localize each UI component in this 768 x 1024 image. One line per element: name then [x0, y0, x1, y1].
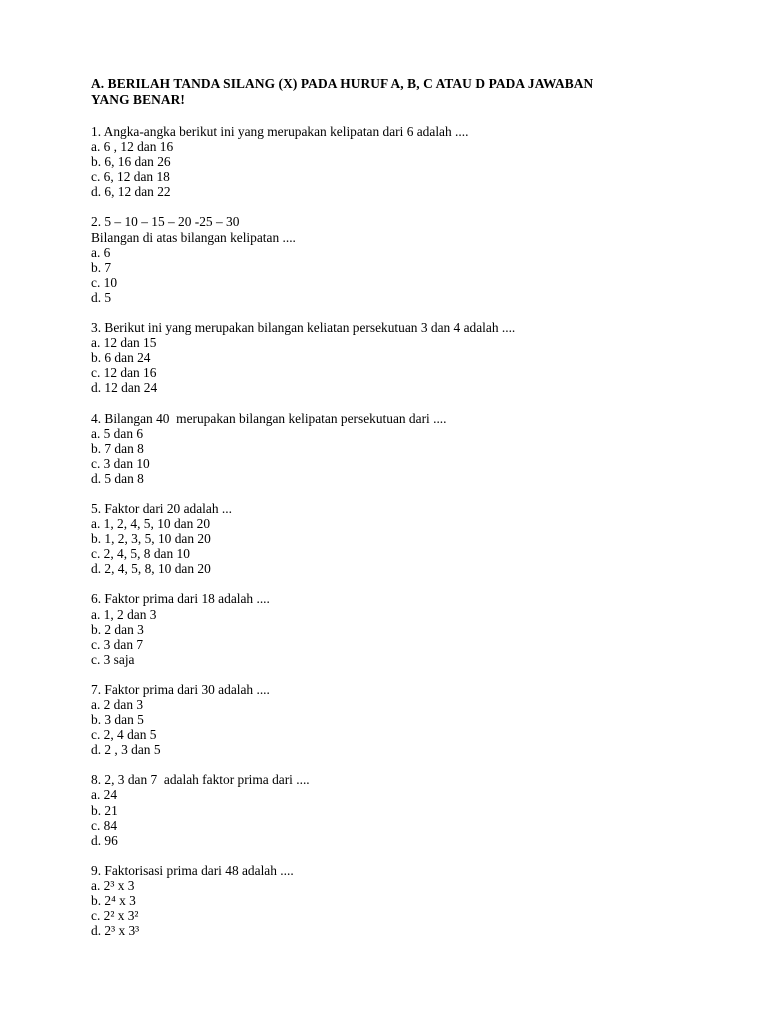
question-5: [91, 501, 731, 576]
question-4: [91, 411, 731, 486]
question-text: 3. Berikut ini yang merupakan bilangan keliatan persekutuan 3 dan 4 adalah ....: [91, 320, 516, 336]
answer-option: a. 12 dan 15: [91, 335, 157, 351]
answer-option: d. 5: [91, 289, 112, 305]
answer-option: c. 3 saja: [91, 651, 135, 667]
answer-option: b. 1, 2, 3, 5, 10 dan 20: [91, 531, 211, 547]
instruction-heading-line-1: A. BERILAH TANDA SILANG (X) PADA HURUF A, B, C ATAU D PADA JAWABAN: [91, 76, 594, 91]
answer-option: d. 12 dan 24: [91, 380, 158, 396]
question-9: [91, 863, 731, 938]
answer-option: d. 2 , 3 dan 5: [91, 742, 161, 758]
answer-option: c. 3 dan 7: [91, 636, 144, 652]
answer-option: b. 3 dan 5: [91, 712, 144, 728]
answer-option: b. 7 dan 8: [91, 440, 144, 456]
answer-option: b. 6 dan 24: [91, 350, 151, 366]
question-text: 7. Faktor prima dari 30 adalah ....: [91, 681, 270, 697]
question-1: [91, 124, 731, 199]
question-text: 9. Faktorisasi prima dari 48 adalah ....: [91, 862, 294, 878]
instruction-heading: [91, 76, 731, 108]
answer-option: c. 2, 4 dan 5: [91, 727, 157, 743]
answer-option: c. 84: [91, 817, 118, 833]
answer-option: c. 10: [91, 274, 118, 290]
answer-option: c. 2² x 3²: [91, 908, 139, 924]
answer-option: a. 6 , 12 dan 16: [91, 139, 174, 155]
question-list: [91, 124, 731, 938]
worksheet-page: [91, 76, 731, 953]
answer-option: c. 6, 12 dan 18: [91, 169, 170, 185]
answer-option: a. 1, 2 dan 3: [91, 606, 157, 622]
question-text: 4. Bilangan 40 merupakan bilangan kelipatan persekutuan dari ....: [91, 410, 447, 426]
answer-option: b. 2⁴ x 3: [91, 893, 136, 909]
answer-option: c. 12 dan 16: [91, 365, 157, 381]
answer-option: b. 6, 16 dan 26: [91, 154, 171, 170]
answer-option: c. 2, 4, 5, 8 dan 10: [91, 546, 190, 562]
answer-option: d. 5 dan 8: [91, 470, 144, 486]
question-8: [91, 772, 731, 847]
instruction-heading-line-2: YANG BENAR!: [91, 92, 185, 107]
question-7: [91, 682, 731, 757]
answer-option: a. 24: [91, 787, 118, 803]
answer-option: b. 21: [91, 802, 118, 818]
question-text: 6. Faktor prima dari 18 adalah ....: [91, 591, 270, 607]
question-6: [91, 591, 731, 666]
question-2: [91, 214, 731, 305]
answer-option: a. 6: [91, 244, 111, 260]
question-text: 1. Angka-angka berikut ini yang merupakan kelipatan dari 6 adalah ....: [91, 124, 469, 139]
answer-option: b. 7: [91, 259, 112, 275]
answer-option: c. 3 dan 10: [91, 455, 150, 471]
answer-option: d. 2, 4, 5, 8, 10 dan 20: [91, 561, 211, 577]
answer-option: a. 2³ x 3: [91, 877, 135, 893]
answer-option: d. 96: [91, 832, 118, 848]
question-text: Bilangan di atas bilangan kelipatan ....: [91, 229, 296, 245]
question-3: [91, 320, 731, 395]
question-text: 5. Faktor dari 20 adalah ...: [91, 500, 232, 516]
answer-option: b. 2 dan 3: [91, 621, 144, 637]
answer-option: a. 1, 2, 4, 5, 10 dan 20: [91, 516, 211, 532]
question-text: 2. 5 – 10 – 15 – 20 -25 – 30: [91, 214, 240, 230]
question-text: 8. 2, 3 dan 7 adalah faktor prima dari ....: [91, 772, 310, 788]
answer-option: a. 2 dan 3: [91, 697, 144, 712]
answer-option: d. 6, 12 dan 22: [91, 184, 171, 200]
answer-option: a. 5 dan 6: [91, 425, 144, 441]
answer-option: d. 2³ x 3³: [91, 923, 140, 939]
